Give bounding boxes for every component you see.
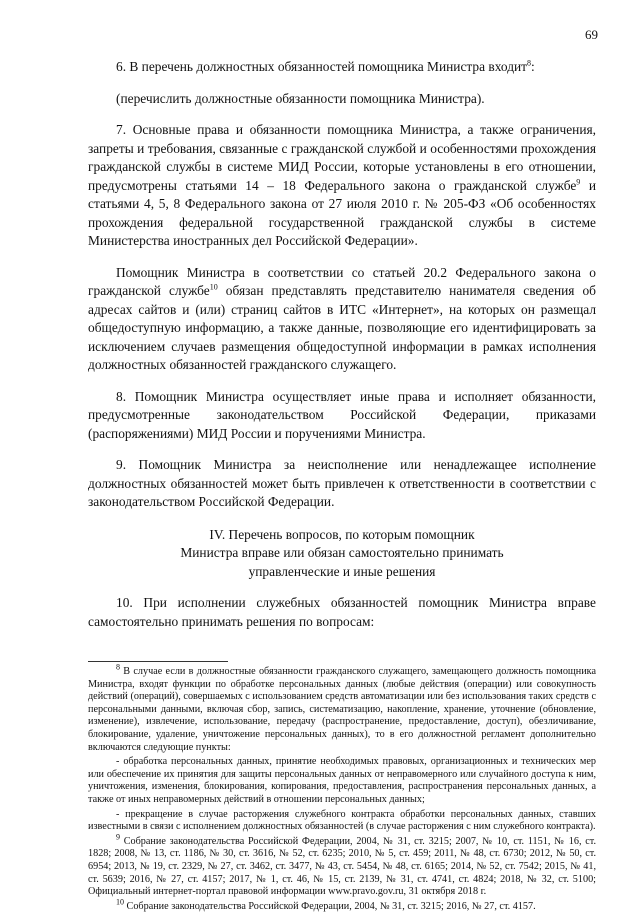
footnote-8-item-1: - обработка персональных данных, принятие необходимых правовых, организационных и технических мер или обеспечение их принятия для защиты персональных данных от неправомерного или случайного доступа к ним, уничтожения, изменения, блокирования, копирования, предоставления, распространения персональных данных, а также от иных неправомерных действий в отношении персональных данных; xyxy=(88,756,596,805)
footnotes xyxy=(88,662,596,913)
paragraph-6 xyxy=(88,58,596,77)
paragraph-7-part-b: и статьями 4, 5, 8 Федерального закона от 27 июля 2010 г. № 205-ФЗ «Об особенностях прохождения федеральной государственной гражданской службы в системе Министерства иностранных дел Российской Федерации». xyxy=(88,177,596,248)
paragraph-7-internet xyxy=(88,264,596,375)
page-number: 69 xyxy=(585,27,598,42)
paragraph-7-internet-part-b: обязан представлять представителю нанимателя сведения об адресах сайтов и (или) страниц сайтов в ИТС «Интернет», на которых он размещал общедоступную информацию, а также данные, позволяющие его идентифицировать за исключением случаев размещения общедоступной информации в рамках исполнения должностных обязанностей гражданского служащего. xyxy=(88,283,596,372)
paragraph-8: 8. Помощник Министра осуществляет иные права и исполняет обязанности, предусмотренные законодательством Российской Федерации, приказами (распоряжениями) МИД России и поручениями Министра. xyxy=(88,388,596,441)
footnote-10-text: Собрание законодательства Российской Федерации, 2004, № 31, ст. 3215; 2016, № 27, ст. 4157. xyxy=(124,900,536,912)
section-iv-line-3: управленческие и иные решения xyxy=(248,563,436,579)
section-iv-heading xyxy=(88,526,596,582)
footnote-9-text: Собрание законодательства Российской Федерации, 2004, № 31, ст. 3215; 2007, № 10, ст. 1151, № 16, ст. 1828; 2008, № 13, ст. 1186, № 30, ст. 3616, № 52, ст. 6235; 2010, № 5, ст. 459; 2011, № 48, ст. 6730; 2012, № 50, ст. 6954; 2013, № 19, ст. 2329, № 27, ст. 3462, ст. 3477, № 43, ст. 5454, № 48, ст. 6165; 2014, № 52, ст. 7542; 2015, № 41, ст. 5639; 2016, № 27, ст. 4157; 2017, № 1, ст. 46, № 15, ст. 2139, № 31, ст. 4741, ст. 4824; 2018, № 32, ст. 5100; Официальный интернет-портал правовой информации www.pravo.gov.ru, 31 октября 2018 г. xyxy=(88,835,596,898)
footnote-10-number: 10 xyxy=(116,897,124,907)
footnote-8-item-2: - прекращение в случае расторжения служебного контракта обработки персональных данных, ставших известными в связи с исполнением должностных обязанностей (в случае расторжения с ним служебного контракта). xyxy=(88,808,596,833)
section-iv-line-1: IV. Перечень вопросов, по которым помощник xyxy=(209,526,475,542)
main-text xyxy=(88,58,596,631)
footnote-8-text: В случае если в должностные обязанности гражданского служащего, замещающего должность помощника Министра, входят функции по обработке персональных данных (любые действия (операции) или совокупность действий (операций), совершаемых с использованием средств автоматизации или без использования таких средств с персональными данными, включая сбор, запись, систематизацию, накопление, хранение, уточнение (обновление, изменение), извлечение, использование, передачу (распространение, предоставление, доступ), обезличивание, блокирование, удаление, уничтожение персональных данных), то в его должностной регламент дополнительно включаются следующие пункты: xyxy=(88,666,596,753)
footnote-9 xyxy=(88,832,596,899)
paragraph-10: 10. При исполнении служебных обязанностей помощник Министра вправе самостоятельно принимать решения по вопросам: xyxy=(88,595,596,629)
paragraph-6-list: (перечислить должностные обязанности помощника Министра). xyxy=(116,90,485,106)
section-iv-line-2: Министра вправе или обязан самостоятельно принимать xyxy=(180,545,504,560)
footnote-ref-10: 10 xyxy=(209,282,218,292)
footnote-ref-9: 9 xyxy=(576,177,581,187)
paragraph-6-text: 6. В перечень должностных обязанностей помощника Министра входит xyxy=(116,59,528,74)
footnote-10 xyxy=(88,897,596,913)
footnote-8-number: 8 xyxy=(116,662,120,672)
paragraph-7 xyxy=(88,121,596,251)
document-body xyxy=(88,58,596,913)
paragraph-6-tail: : xyxy=(531,59,535,74)
paragraph-7-internet-part-a: Помощник Министра в соответствии со статьей 20.2 Федерального закона о гражданской службе xyxy=(88,264,596,298)
footnote-8 xyxy=(88,662,596,754)
footnote-9-number: 9 xyxy=(116,832,120,842)
paragraph-9: 9. Помощник Министра за неисполнение или ненадлежащее исполнение должностных обязанностей может быть привлечен к ответственности в соответствии с законодательством Российской Федерации. xyxy=(88,457,596,509)
paragraph-7-part-a: 7. Основные права и обязанности помощника Министра, а также ограничения, запреты и требования, связанные с гражданской службой и особенностями прохождения гражданской службы в системе МИД России, которые установлены в его отношении, предусмотрены статьями 14 – 18 Федерального закона о гражданской службе xyxy=(88,122,596,193)
footnote-ref-8: 8 xyxy=(527,58,532,68)
footnote-divider xyxy=(88,661,228,662)
